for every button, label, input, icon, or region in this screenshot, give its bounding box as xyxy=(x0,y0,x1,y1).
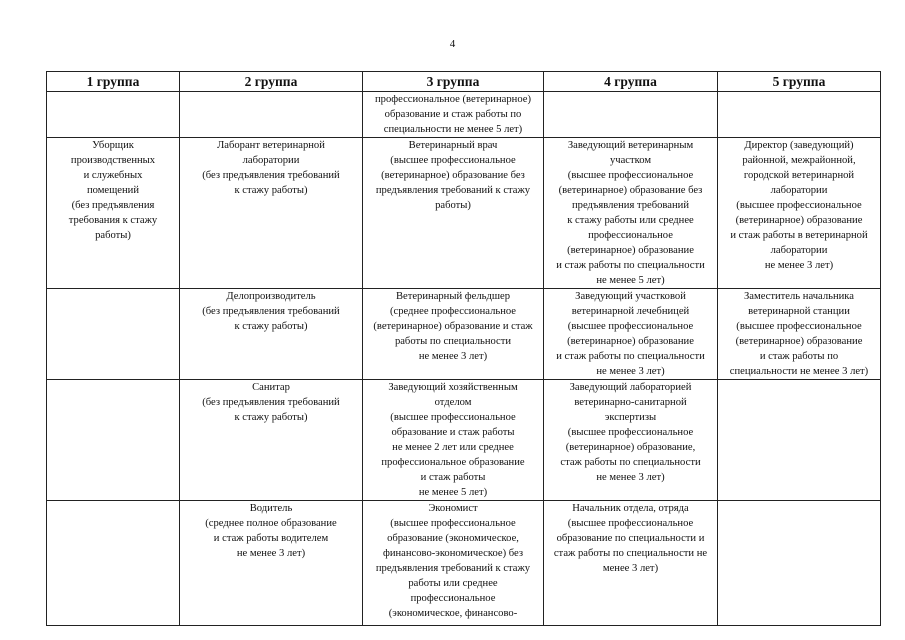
cell-text-line: профессиональное xyxy=(410,593,496,604)
cell-text-line: ветеринарно-санитарной xyxy=(574,397,687,408)
cell-text-line: (без предъявления требований xyxy=(202,306,340,317)
cell-text-line: (высшее профессиональное xyxy=(390,518,516,529)
cell-text-line: менее 3 лет) xyxy=(602,563,659,574)
cell-text-line: работы по специальности xyxy=(394,336,512,347)
cell-text-line: лаборатории xyxy=(770,245,828,256)
cell-text-line: работы) xyxy=(435,200,471,211)
cell-text-line: образование по специальности и xyxy=(556,533,705,544)
cell-group-5 xyxy=(718,501,881,626)
cell-group-3 xyxy=(363,138,544,289)
cell-text-line: Ветеринарный врач xyxy=(408,140,498,151)
cell-text-line: и стаж работы по xyxy=(759,351,839,362)
cell-group-4 xyxy=(544,138,718,289)
cell-text-line: (ветеринарное) образование, xyxy=(565,442,696,453)
cell-text-line: (без предъявления требований xyxy=(202,397,340,408)
cell-text-line: Заведующий участковой xyxy=(575,291,686,302)
cell-group-2 xyxy=(180,289,363,380)
staff-groups-table xyxy=(46,71,881,626)
page-number: 4 xyxy=(449,38,456,50)
cell-text-line: профессиональное образование xyxy=(381,457,525,468)
cell-text-line: Директор (заведующий) xyxy=(744,140,854,151)
header-group-5: 5 группа xyxy=(718,72,881,92)
cell-text-line: районной, межрайонной, xyxy=(742,155,856,166)
cell-text-line: (среднее профессиональное xyxy=(389,306,517,317)
cell-text-line: специальности не менее 3 лет) xyxy=(729,366,869,377)
cell-text-line: не менее 3 лет) xyxy=(596,366,665,377)
cell-text-line: городской ветеринарной xyxy=(743,170,855,181)
cell-text-line: предъявления требований xyxy=(572,200,689,211)
cell-group-5 xyxy=(718,92,881,138)
cell-text-line: к стажу работы или среднее xyxy=(567,215,694,226)
table-row xyxy=(47,380,881,501)
cell-text-line: (ветеринарное) образование без xyxy=(381,170,525,181)
table-row xyxy=(47,289,881,380)
table-row xyxy=(47,138,881,289)
cell-text-line: не менее 2 лет или среднее xyxy=(392,442,514,453)
cell-group-1 xyxy=(47,138,180,289)
header-group-1: 1 группа xyxy=(47,72,180,92)
cell-text-line: и стаж работы в ветеринарной xyxy=(730,230,868,241)
cell-text-line: к стажу работы) xyxy=(234,412,308,423)
header-group-4: 4 группа xyxy=(544,72,718,92)
cell-text-line: (без предъявления требований xyxy=(202,170,340,181)
cell-text-line: не менее 3 лет) xyxy=(596,472,665,483)
cell-text-line: стаж работы по специальности xyxy=(560,457,701,468)
cell-text-line: Лаборант ветеринарной xyxy=(217,140,325,151)
cell-text-line: Делопроизводитель xyxy=(226,291,316,302)
cell-group-4 xyxy=(544,92,718,138)
cell-text-line: отделом xyxy=(434,397,472,408)
cell-text-line: не менее 5 лет) xyxy=(596,275,665,286)
cell-text-line: лаборатории xyxy=(242,155,300,166)
cell-text-line: финансово-экономическое) без xyxy=(382,548,524,559)
cell-text-line: образование (экономическое, xyxy=(387,533,519,544)
header-group-2: 2 группа xyxy=(180,72,363,92)
cell-text-line: (ветеринарное) образование и стаж xyxy=(373,321,533,332)
cell-text-line: помещений xyxy=(86,185,140,196)
cell-group-2 xyxy=(180,501,363,626)
cell-group-3 xyxy=(363,289,544,380)
cell-text-line: и стаж работы по специальности xyxy=(556,260,705,271)
cell-text-line: ветеринарной станции xyxy=(748,306,850,317)
header-row xyxy=(47,72,881,92)
cell-text-line: предъявления требований к стажу xyxy=(375,185,531,196)
cell-text-line: профессиональное (ветеринарное) xyxy=(375,94,531,105)
cell-group-1 xyxy=(47,380,180,501)
cell-text-line: и стаж работы xyxy=(420,472,486,483)
cell-text-line: не менее 3 лет) xyxy=(236,548,306,559)
cell-text-line: (ветеринарное) образование xyxy=(567,336,694,347)
cell-text-line: (высшее профессиональное xyxy=(390,155,516,166)
cell-text-line: Заведующий лабораторией xyxy=(569,382,692,393)
cell-text-line: не менее 5 лет) xyxy=(418,487,488,498)
cell-text-line: производственных xyxy=(70,155,156,166)
header-group-3: 3 группа xyxy=(363,72,544,92)
cell-text-line: Начальник отдела, отряда xyxy=(572,503,689,514)
cell-text-line: Заведующий ветеринарным xyxy=(567,140,694,151)
cell-text-line: работы) xyxy=(95,230,131,241)
cell-group-1 xyxy=(47,289,180,380)
cell-text-line: Водитель xyxy=(249,503,293,514)
cell-text-line: (ветеринарное) образование xyxy=(735,336,863,347)
cell-text-line: и служебных xyxy=(83,170,143,181)
cell-text-line: образование и стаж работы xyxy=(391,427,515,438)
cell-text-line: (высшее профессиональное xyxy=(567,170,694,181)
cell-text-line: (ветеринарное) образование без xyxy=(558,185,703,196)
cell-text-line: (среднее полное образование xyxy=(205,518,337,529)
cell-group-5 xyxy=(718,289,881,380)
cell-group-4 xyxy=(544,289,718,380)
cell-text-line: профессиональное xyxy=(588,230,673,241)
cell-text-line: работы или среднее xyxy=(408,578,498,589)
cell-text-line: (высшее профессиональное xyxy=(736,321,862,332)
cell-text-line: (ветеринарное) образование xyxy=(567,245,694,256)
cell-text-line: (высшее профессиональное xyxy=(736,200,862,211)
cell-text-line: лаборатории xyxy=(770,185,828,196)
cell-group-5 xyxy=(718,380,881,501)
cell-text-line: (высшее профессиональное xyxy=(567,518,694,529)
table-row xyxy=(47,501,881,626)
cell-text-line: Ветеринарный фельдшер xyxy=(395,291,511,302)
cell-group-3 xyxy=(363,380,544,501)
cell-text-line: (высшее профессиональное xyxy=(567,321,694,332)
cell-text-line: не менее 3 лет) xyxy=(764,260,834,271)
cell-group-5 xyxy=(718,138,881,289)
cell-text-line: экспертизы xyxy=(604,412,657,423)
cell-text-line: стаж работы по специальности не xyxy=(553,548,708,559)
cell-text-line: Уборщик xyxy=(92,140,134,151)
cell-group-4 xyxy=(544,501,718,626)
cell-text-line: (высшее профессиональное xyxy=(567,427,694,438)
cell-group-1 xyxy=(47,501,180,626)
cell-text-line: к стажу работы) xyxy=(234,185,308,196)
cell-text-line: к стажу работы) xyxy=(234,321,308,332)
cell-text-line: (высшее профессиональное xyxy=(390,412,516,423)
table-row xyxy=(47,92,881,138)
cell-group-3 xyxy=(363,92,544,138)
cell-text-line: участком xyxy=(609,155,652,166)
cell-text-line: (ветеринарное) образование xyxy=(735,215,863,226)
cell-text-line: специальности не менее 5 лет) xyxy=(383,124,523,135)
cell-text-line: не менее 3 лет) xyxy=(418,351,488,362)
cell-text-line: образование и стаж работы по xyxy=(384,109,522,120)
cell-group-2 xyxy=(180,138,363,289)
cell-group-3 xyxy=(363,501,544,626)
cell-text-line: Заведующий хозяйственным xyxy=(388,382,518,393)
cell-text-line: требования к стажу xyxy=(68,215,158,226)
cell-text-line: (экономическое, финансово- xyxy=(388,608,518,619)
cell-text-line: предъявления требований к стажу xyxy=(375,563,531,574)
cell-text-line: Заместитель начальника xyxy=(744,291,854,302)
cell-text-line: и стаж работы водителем xyxy=(213,533,329,544)
cell-text-line: (без предъявления xyxy=(71,200,155,211)
cell-group-1 xyxy=(47,92,180,138)
cell-group-4 xyxy=(544,380,718,501)
cell-text-line: ветеринарной лечебницей xyxy=(571,306,690,317)
cell-text-line: Экономист xyxy=(428,503,478,514)
cell-text-line: Санитар xyxy=(252,382,290,393)
cell-text-line: и стаж работы по специальности xyxy=(556,351,705,362)
cell-group-2 xyxy=(180,92,363,138)
cell-group-2 xyxy=(180,380,363,501)
